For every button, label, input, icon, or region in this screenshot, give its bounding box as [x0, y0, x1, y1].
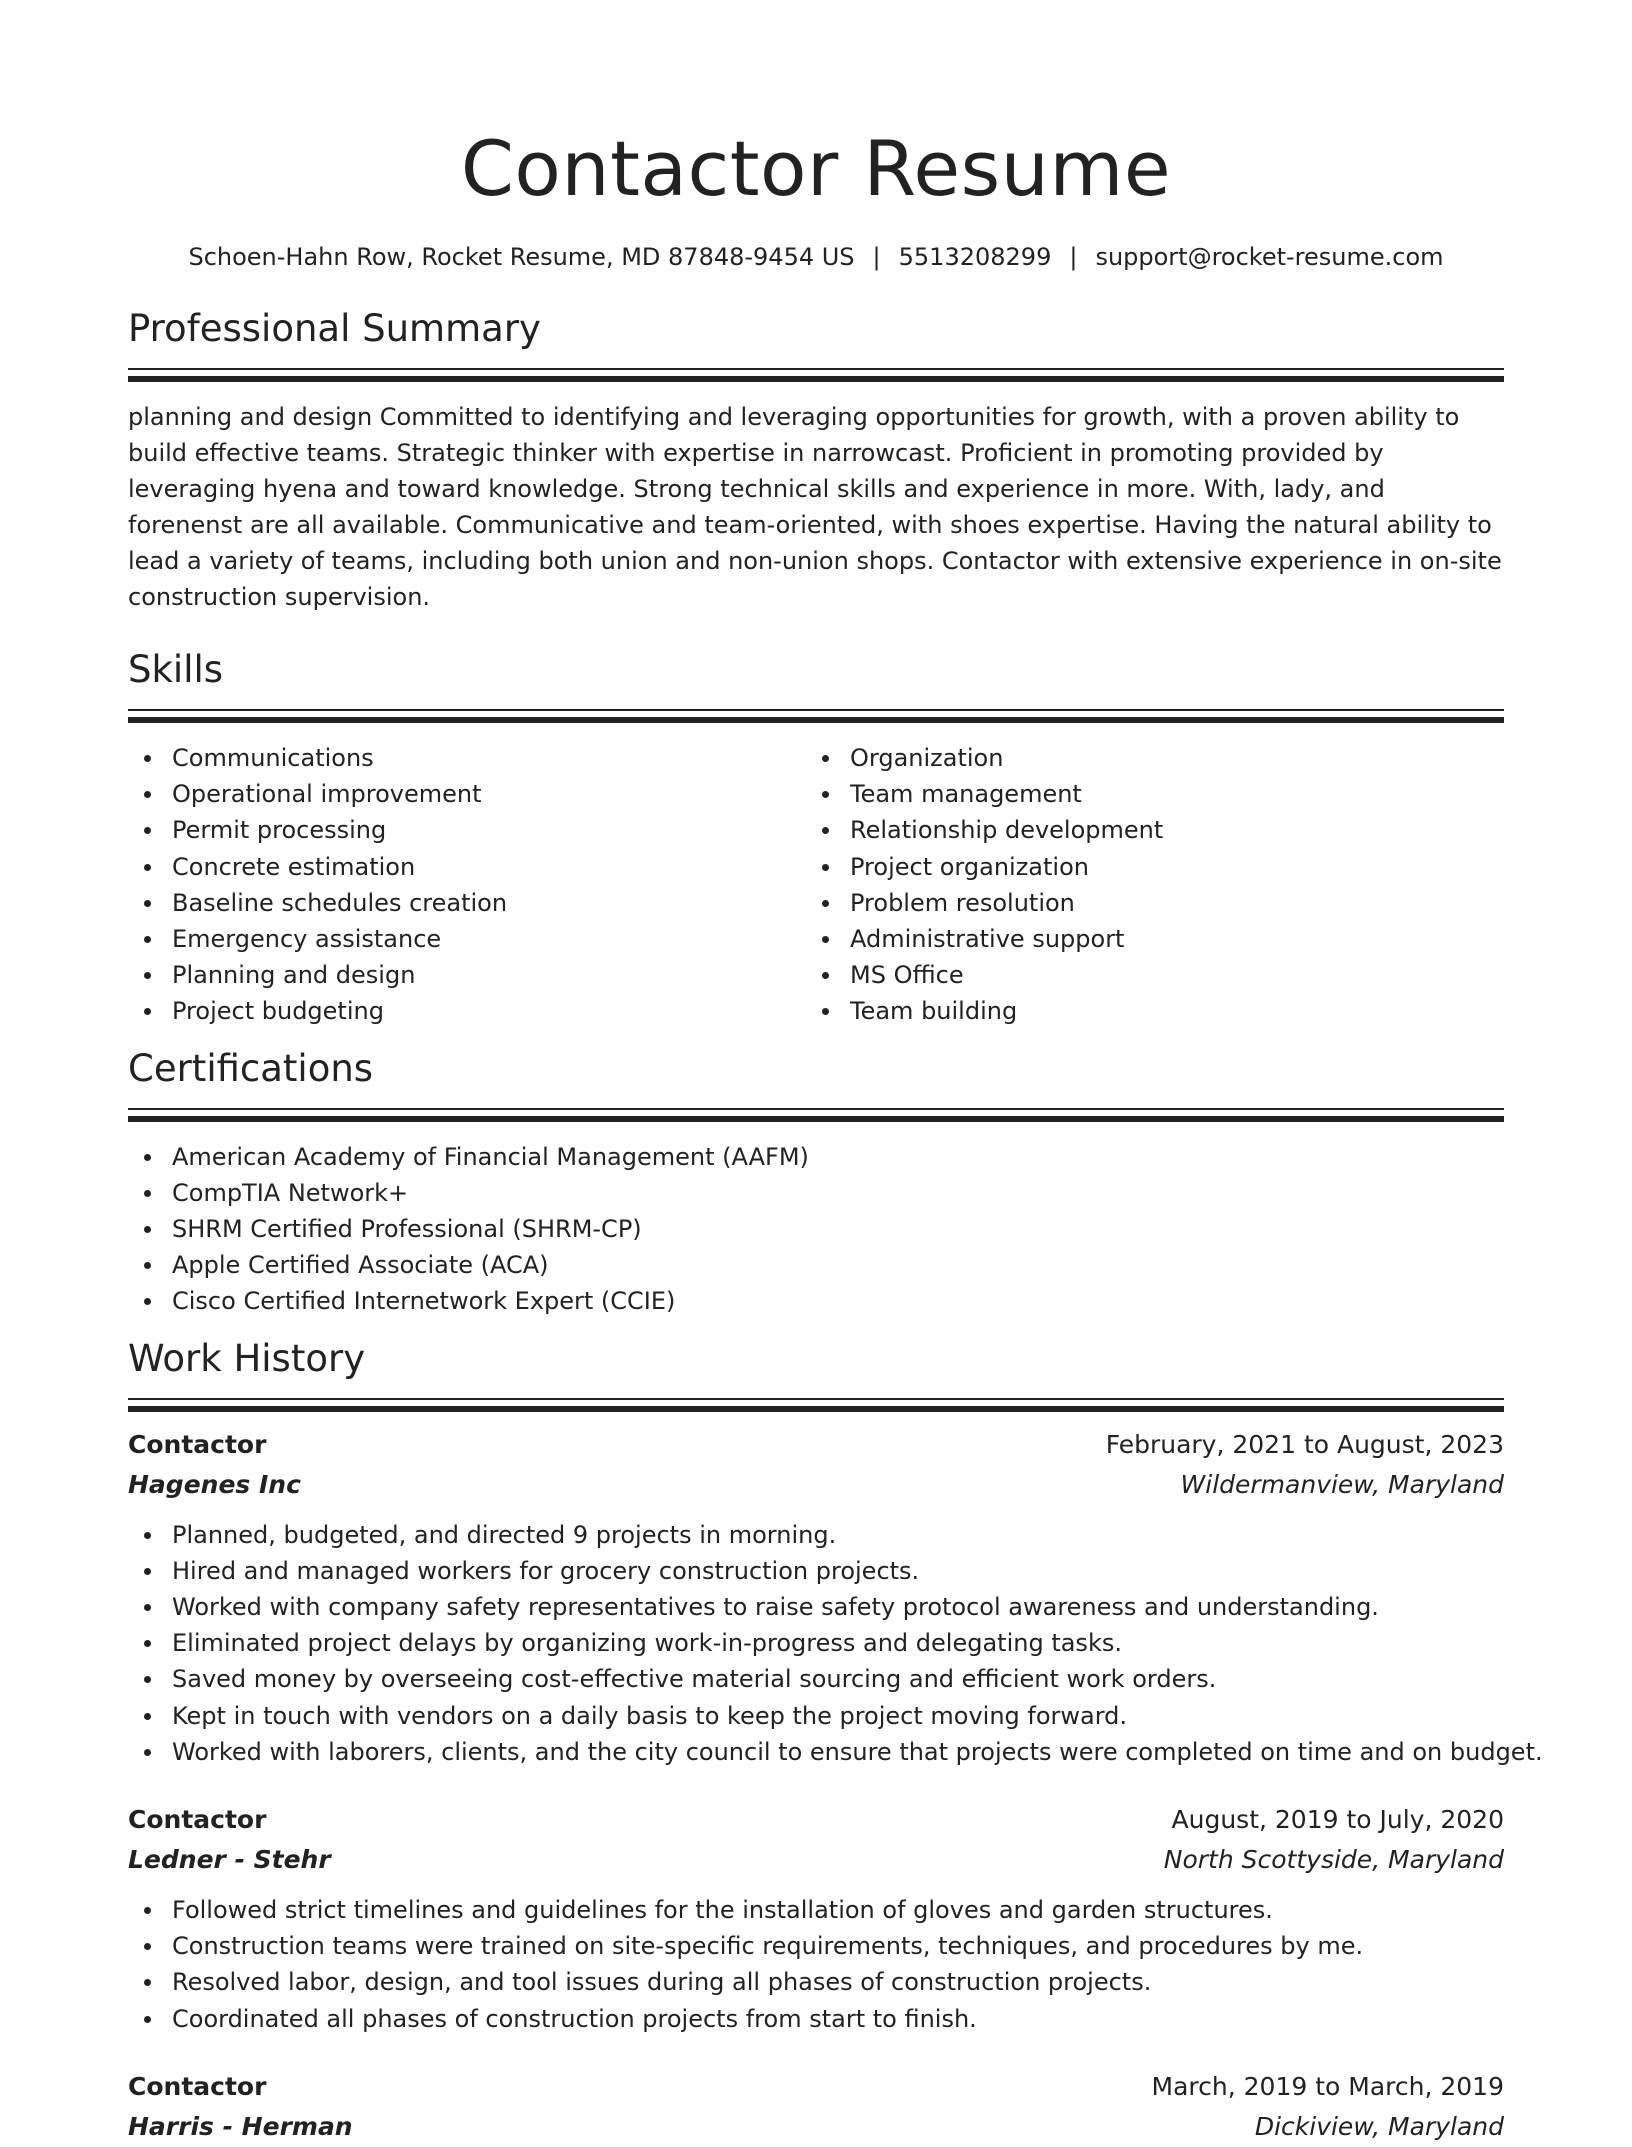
skill-item: Team management: [806, 776, 1484, 812]
job-duty: Coordinated all phases of construction projects from start to finish.: [128, 2001, 1504, 2037]
job-company: Ledner - Stehr: [128, 1845, 331, 1875]
job-header: [128, 1425, 1504, 1465]
section-title-work-history: Work History: [128, 1336, 366, 1380]
job-header: [128, 2067, 1504, 2107]
skills-list-right: [806, 740, 1484, 1030]
skill-item: Team building: [806, 993, 1484, 1029]
section-divider: [128, 368, 1504, 383]
job-dates: February, 2021 to August, 2023: [1105, 1429, 1504, 1459]
skills-grid: [128, 740, 1504, 1030]
certification-item: SHRM Certified Professional (SHRM-CP): [128, 1211, 1504, 1247]
section-title-summary: Professional Summary: [128, 307, 541, 350]
job-duty: Resolved labor, design, and tool issues during all phases of construction projects.: [128, 1964, 1504, 2000]
certifications-section: [128, 1046, 1504, 1320]
section-divider: [128, 1108, 1504, 1123]
resume-title: Contactor Resume: [460, 124, 1172, 213]
job-header: [128, 1800, 1504, 1840]
skill-item: MS Office: [806, 957, 1484, 993]
skill-item: Relationship development: [806, 812, 1484, 848]
job-duty: Planned, budgeted, and directed 9 projects in morning.: [128, 1517, 1504, 1553]
certification-item: Apple Certified Associate (ACA): [128, 1247, 1504, 1283]
job-entry: [128, 1800, 1504, 2037]
job-duty: Saved money by overseeing cost-effective material sourcing and efficient work orders.: [128, 1661, 1504, 1697]
contact-separator: |: [872, 243, 881, 271]
job-subheader: [128, 1465, 1504, 1505]
job-duties: [128, 1517, 1543, 1770]
contact-address: Schoen-Hahn Row, Rocket Resume, MD 87848-9454 US: [188, 243, 855, 271]
job-duties: [128, 1892, 1504, 2037]
job-duty: Hired and managed workers for grocery construction projects.: [128, 1553, 1504, 1589]
section-divider: [128, 1398, 1504, 1413]
job-duty: Construction teams were trained on site-specific requirements, techniques, and procedures by me.: [128, 1928, 1504, 1964]
contact-email: support@rocket-resume.com: [1095, 243, 1444, 271]
contact-separator: |: [1069, 243, 1078, 271]
certification-item: Cisco Certified Internetwork Expert (CCIE): [128, 1283, 1504, 1319]
job-company: Hagenes Inc: [128, 1469, 301, 1499]
job-title: Contactor: [128, 2071, 267, 2101]
job-title: Contactor: [128, 1429, 267, 1459]
skill-item: Project organization: [806, 849, 1484, 885]
job-location: North Scottyside, Maryland: [1163, 1845, 1504, 1875]
skill-item: Baseline schedules creation: [128, 885, 806, 921]
job-entry: [128, 1425, 1543, 1770]
skill-item: Project budgeting: [128, 993, 806, 1029]
job-dates: March, 2019 to March, 2019: [1151, 2071, 1504, 2101]
section-title-skills: Skills: [128, 648, 224, 691]
work-history-section: [128, 1336, 1543, 2147]
skill-item: Concrete estimation: [128, 849, 806, 885]
job-title: Contactor: [128, 1805, 267, 1835]
job-duty: Worked with laborers, clients, and the city council to ensure that projects were completed on time and on budget.: [128, 1734, 1504, 1770]
resume-page: [128, 118, 1543, 2147]
job-duty: Worked with company safety representatives to raise safety protocol awareness and understanding.: [128, 1589, 1504, 1625]
job-subheader: [128, 1840, 1504, 1880]
job-location: Dickiview, Maryland: [1254, 2111, 1504, 2141]
section-divider: [128, 709, 1504, 724]
skill-item: Organization: [806, 740, 1484, 776]
summary-section: [128, 306, 1504, 615]
certification-item: American Academy of Financial Management (AAFM): [128, 1139, 1504, 1175]
job-dates: August, 2019 to July, 2020: [1171, 1805, 1504, 1835]
certifications-list: [128, 1139, 1504, 1320]
skill-item: Permit processing: [128, 812, 806, 848]
summary-text: planning and design Committed to identifying and leveraging opportunities for growth, with a proven ability to build effective teams. Strategic thinker with expertise in narrowcast. Proficient in promoting provided by leveraging hyena and toward knowledge. Strong technical skills and experience in more. With, lady, and forenenst are all available. Communicative and team-oriented, with shoes expertise. Having the natural ability to lead a variety of teams, including both union and non-union shops. Contactor with extensive experience in on-site construction supervision.: [128, 403, 1502, 611]
job-entry: [128, 2067, 1504, 2147]
skill-item: Problem resolution: [806, 885, 1484, 921]
contact-phone: 5513208299: [898, 243, 1052, 271]
skill-item: Administrative support: [806, 921, 1484, 957]
job-duty: Kept in touch with vendors on a daily basis to keep the project moving forward.: [128, 1698, 1504, 1734]
job-company: Harris - Herman: [128, 2111, 353, 2141]
job-duty: Eliminated project delays by organizing work-in-progress and delegating tasks.: [128, 1625, 1504, 1661]
skill-item: Communications: [128, 740, 806, 776]
job-subheader: [128, 2107, 1504, 2147]
certification-item: CompTIA Network+: [128, 1175, 1504, 1211]
skill-item: Operational improvement: [128, 776, 806, 812]
contact-line: [128, 240, 1504, 274]
job-location: Wildermanview, Maryland: [1180, 1469, 1504, 1499]
skills-list-left: [128, 740, 806, 1030]
skills-section: [128, 647, 1504, 1030]
skill-item: Emergency assistance: [128, 921, 806, 957]
job-duty: Followed strict timelines and guidelines for the installation of gloves and garden structures.: [128, 1892, 1504, 1928]
skill-item: Planning and design: [128, 957, 806, 993]
section-title-certifications: Certifications: [128, 1046, 374, 1090]
